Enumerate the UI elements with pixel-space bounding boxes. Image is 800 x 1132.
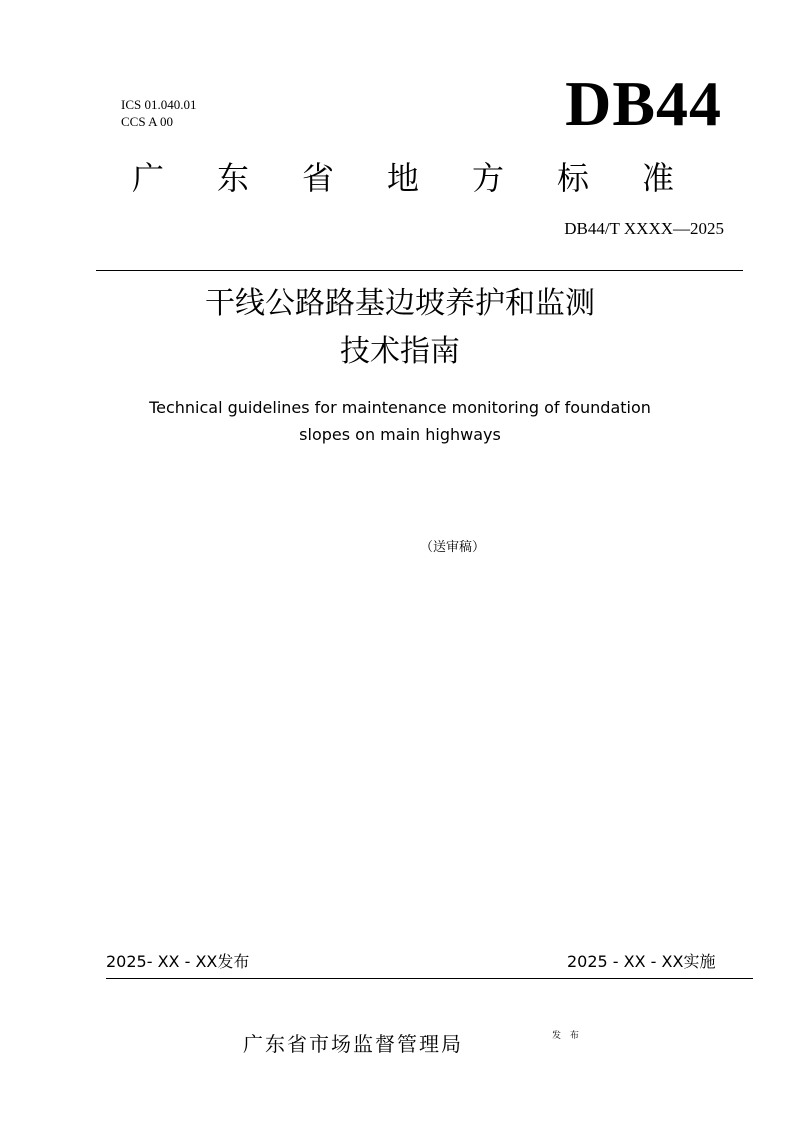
standard-type-char: 广 [131,159,164,197]
implementation-date: 2025 - XX - XX实施 [567,952,716,971]
standard-type-char: 省 [301,159,334,197]
standard-number: DB44/T XXXX—2025 [564,219,724,238]
issue-label: 发 布 [552,1031,582,1041]
bottom-divider [106,978,753,979]
standard-type-char: 准 [641,159,674,197]
release-date: 2025- XX - XX发布 [106,952,250,971]
top-divider [96,270,743,271]
title-chinese-line-1: 干线公路路基边坡养护和监测 [205,286,595,321]
standard-type-char: 地 [386,159,419,197]
standard-type-char: 东 [216,159,249,197]
title-english-line-1: Technical guidelines for maintenance monitoring of foundation [149,398,651,417]
standard-type-char: 标 [556,159,589,197]
db-standard-mark: DB44 [565,68,722,139]
title-english-line-2: slopes on main highways [299,425,501,444]
issuing-authority: 广东省市场监督管理局 [243,1032,463,1056]
ics-code: ICS 01.040.01 [121,97,197,112]
title-chinese-line-2: 技术指南 [340,334,460,369]
standard-type-char: 方 [471,159,504,197]
standard-type-heading [128,156,678,200]
draft-status-label: （送审稿） [420,540,486,555]
ccs-code: CCS A 00 [121,114,174,129]
